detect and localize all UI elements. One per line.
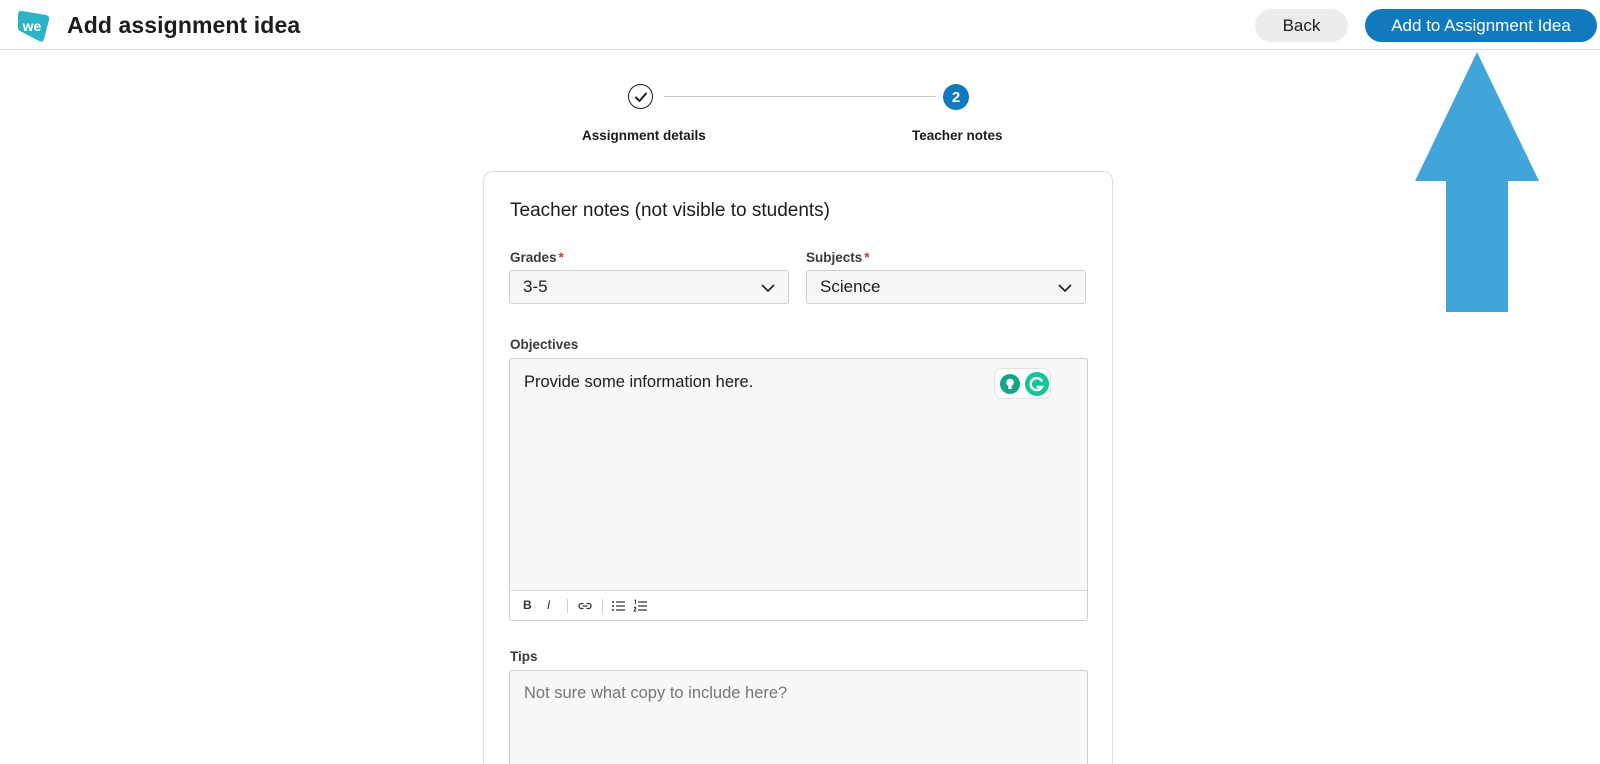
numbered-list-icon[interactable] [633, 599, 648, 613]
tips-label: Tips [510, 649, 538, 664]
grades-label [510, 250, 564, 265]
annotation-arrow [1415, 52, 1540, 312]
subjects-value: Science [820, 277, 881, 296]
bullet-list-icon[interactable] [611, 599, 626, 613]
bold-button[interactable]: B [523, 598, 532, 612]
chevron-down-icon [760, 280, 776, 296]
step-label-assignment-details: Assignment details [582, 128, 706, 143]
we-logo-icon[interactable] [16, 9, 50, 43]
tips-placeholder: Not sure what copy to include here? [524, 684, 788, 702]
grades-value: 3-5 [523, 277, 548, 296]
grammarly-icon[interactable] [1025, 372, 1049, 396]
grades-select[interactable] [509, 270, 789, 304]
grammarly-assist-icon[interactable] [1000, 374, 1020, 394]
top-bar [0, 0, 1600, 50]
step-label-teacher-notes: Teacher notes [912, 128, 1003, 143]
step-assignment-details[interactable] [628, 84, 653, 109]
required-marker: * [864, 250, 870, 265]
grammarly-widget[interactable] [994, 368, 1051, 399]
chevron-down-icon [1057, 280, 1073, 296]
card-title: Teacher notes (not visible to students) [510, 200, 831, 221]
tips-input[interactable] [509, 670, 1088, 764]
subjects-label-text: Subjects [806, 250, 863, 265]
required-marker: * [558, 250, 564, 265]
logo-text: we [22, 18, 42, 34]
add-to-assignment-idea-button[interactable]: Add to Assignment Idea [1365, 9, 1597, 42]
back-button[interactable]: Back [1255, 9, 1348, 42]
toolbar-divider [567, 599, 568, 613]
objectives-label: Objectives [510, 337, 579, 352]
page-title: Add assignment idea [67, 12, 301, 38]
step-teacher-notes[interactable]: 2 [943, 84, 969, 110]
teacher-notes-card [483, 171, 1113, 764]
editor-toolbar [510, 590, 1087, 620]
stepper-connector [664, 96, 936, 97]
checkmark-icon [634, 90, 648, 104]
link-icon[interactable] [577, 599, 593, 613]
subjects-label [806, 250, 870, 265]
toolbar-divider [602, 599, 603, 613]
italic-button[interactable]: I [547, 598, 551, 612]
objectives-text[interactable]: Provide some information here. [524, 373, 754, 391]
subjects-select[interactable] [806, 270, 1086, 304]
grades-label-text: Grades [510, 250, 557, 265]
